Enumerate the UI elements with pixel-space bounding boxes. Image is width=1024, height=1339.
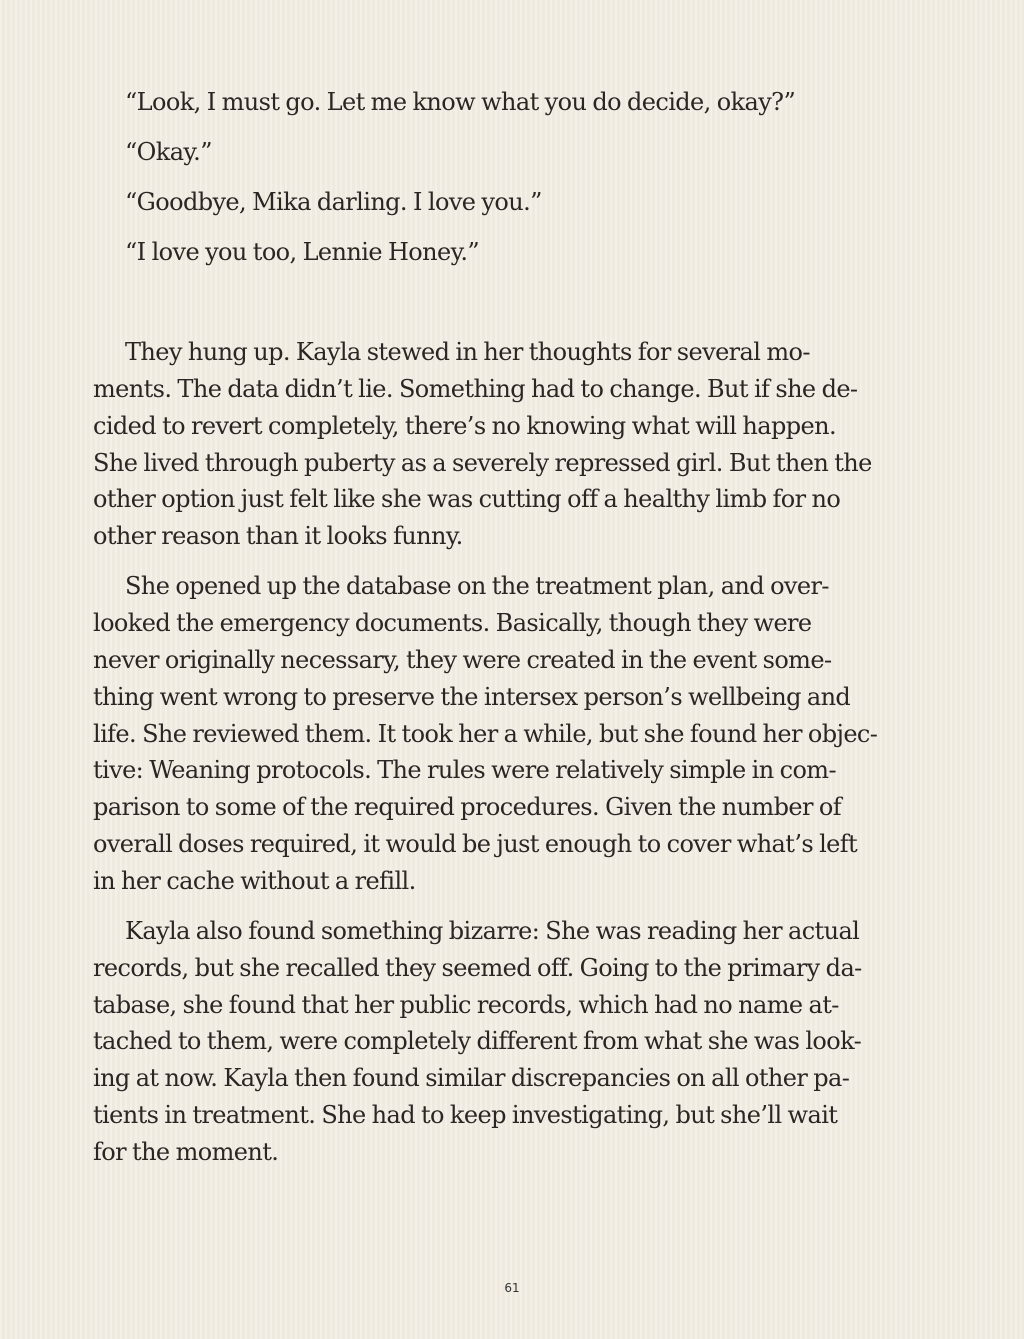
paragraph-line: ments. The data didn’t lie. Something had to change. But if she de-	[93, 375, 858, 403]
paragraph-line: ing at now. Kayla then found similar discrepancies on all other pa-	[93, 1064, 850, 1092]
paragraph-line: tabase, she found that her public records, which had no name at-	[93, 991, 839, 1019]
paragraph-line: tive: Weaning protocols. The rules were relatively simple in com-	[93, 756, 836, 784]
paragraph-line: tached to them, were completely different from what she was look-	[93, 1027, 862, 1055]
dialogue-line: “Okay.”	[125, 138, 212, 166]
paragraph-line: other reason than it looks funny.	[93, 522, 463, 550]
page-number: 61	[504, 1281, 520, 1295]
paragraph-line: thing went wrong to preserve the intersex person’s wellbeing and	[93, 683, 851, 711]
paragraph-line: records, but she recalled they seemed off. Going to the primary da-	[93, 954, 862, 982]
paragraph-line: Kayla also found something bizarre: She was reading her actual	[125, 917, 860, 945]
paragraph-line: She opened up the database on the treatment plan, and over-	[125, 572, 829, 600]
paragraph-line: parison to some of the required procedures. Given the number of	[93, 793, 841, 821]
paragraph-line: life. She reviewed them. It took her a while, but she found her objec-	[93, 720, 878, 748]
paragraph-line: They hung up. Kayla stewed in her thoughts for several mo-	[125, 338, 810, 366]
paragraph-line: overall doses required, it would be just enough to cover what’s left	[93, 830, 858, 858]
paragraph-line: other option just felt like she was cutting off a healthy limb for no	[93, 485, 841, 513]
paragraph-line: in her cache without a refill.	[93, 867, 416, 895]
paragraph-line: cided to revert completely, there’s no knowing what will happen.	[93, 412, 836, 440]
paragraph-line: tients in treatment. She had to keep investigating, but she’ll wait	[93, 1101, 838, 1129]
paragraph-line: for the moment.	[93, 1138, 279, 1166]
paragraph-line: never originally necessary, they were created in the event some-	[93, 646, 832, 674]
paragraph-line: She lived through puberty as a severely repressed girl. But then the	[93, 449, 872, 477]
dialogue-line: “Look, I must go. Let me know what you do decide, okay?”	[125, 88, 796, 116]
dialogue-line: “Goodbye, Mika darling. I love you.”	[125, 188, 542, 216]
paragraph-line: looked the emergency documents. Basically, though they were	[93, 609, 812, 637]
dialogue-line: “I love you too, Lennie Honey.”	[125, 238, 480, 266]
